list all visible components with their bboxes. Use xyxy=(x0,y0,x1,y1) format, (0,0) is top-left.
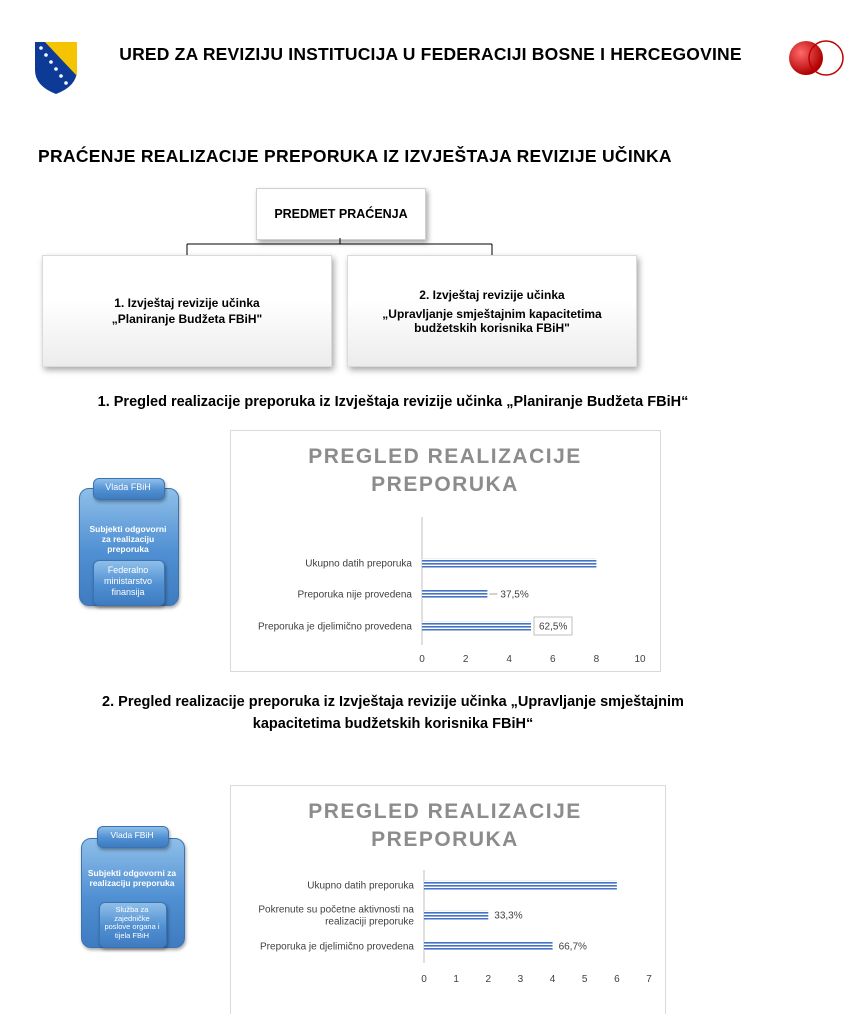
entity-1-top: Vlada FBiH xyxy=(105,482,151,492)
bar xyxy=(422,559,596,568)
entity-1-middle: Subjekti odgovorni za realizaciju preporuka xyxy=(89,524,167,555)
x-tick-label: 1 xyxy=(453,974,459,985)
chart-title-line: PREPORUKA xyxy=(371,828,519,851)
x-tick-label: 6 xyxy=(614,974,620,985)
entity-diagram-1 xyxy=(79,482,179,606)
category-label: Ukupno datih preporuka xyxy=(305,558,412,570)
category-label: Ukupno datih preporuka xyxy=(307,880,414,892)
x-tick-label: 8 xyxy=(593,654,600,665)
x-tick-label: 2 xyxy=(485,974,492,985)
chart-title-line: PREGLED REALIZACIJE xyxy=(308,800,582,823)
report-box-2 xyxy=(347,255,637,367)
header-title: URED ZA REVIZIJU INSTITUCIJA U FEDERACIJI BOSNE I HERCEGOVINE xyxy=(119,44,742,64)
x-tick-label: 7 xyxy=(646,974,652,985)
page-title: PRAĆENJE REALIZACIJE PREPORUKA IZ IZVJEŠTAJA REVIZIJE UČINKA xyxy=(38,146,672,166)
chart-1 xyxy=(231,431,660,671)
x-tick-label: 10 xyxy=(634,654,646,665)
category-label: Preporuka je djelimično provedena xyxy=(258,621,412,633)
report-1-line1: 1. Izvještaj revizije učinka xyxy=(114,295,260,310)
category-label: Preporuka nije provedena xyxy=(297,589,412,601)
x-tick-label: 6 xyxy=(550,654,556,665)
category-label: Pokrenute su početne aktivnosti na xyxy=(258,904,414,916)
x-tick-label: 4 xyxy=(549,974,556,985)
chart-1-frame xyxy=(230,430,661,672)
chart-2-frame xyxy=(230,785,666,1014)
bar xyxy=(424,911,488,920)
chart-title-line: PREGLED REALIZACIJE xyxy=(308,445,582,468)
x-tick-label: 5 xyxy=(581,974,588,985)
entity-1-bottom: Federalno ministarstvo finansija xyxy=(103,565,152,597)
bar xyxy=(424,881,617,890)
entity-diagram-2 xyxy=(81,830,185,948)
org-connectors xyxy=(0,0,861,260)
data-label: 37,5% xyxy=(500,589,529,601)
section2-heading-line2: kapacitetima budžetskih korisnika FBiH“ xyxy=(252,715,534,732)
x-tick-label: 3 xyxy=(517,974,524,985)
x-tick-label: 0 xyxy=(419,654,425,665)
entity-2-bottom: Služba za zajedničke poslove organa i tijela FBiH xyxy=(104,905,160,940)
category-label: realizaciji preporuke xyxy=(325,916,414,928)
root-box-label: PREDMET PRAĆENJA xyxy=(274,207,408,221)
chart-title-line: PREPORUKA xyxy=(371,473,519,496)
category-label: Preporuka je djelimično provedena xyxy=(260,941,414,953)
entity-2-top: Vlada FBiH xyxy=(110,830,154,840)
report-box-1 xyxy=(42,255,332,367)
data-label: 66,7% xyxy=(558,941,587,953)
entity-2-middle: Subjekti odgovorni za realizaciju preporuka xyxy=(87,868,177,889)
report-2-line2: „Upravljanje smještajnim kapacitetima budžetskih korisnika FBiH" xyxy=(382,306,602,336)
bar xyxy=(422,590,487,599)
chart-2 xyxy=(231,786,665,1014)
section1-heading: 1. Pregled realizacije preporuka iz Izvještaja revizije učinka „Planiranje Budžeta FBiH“ xyxy=(97,394,689,410)
section2-heading xyxy=(0,692,786,736)
data-label: 62,5% xyxy=(539,621,568,633)
bar xyxy=(422,622,531,631)
report-2-line1: 2. Izvještaj revizije učinka xyxy=(419,287,565,302)
x-tick-label: 0 xyxy=(421,974,427,985)
x-tick-label: 2 xyxy=(462,654,469,665)
bar xyxy=(424,942,553,951)
x-tick-label: 4 xyxy=(506,654,512,665)
report-1-line2: „Planiranje Budžeta FBiH" xyxy=(111,312,263,326)
data-label: 33,3% xyxy=(494,910,523,922)
section2-heading-line1: 2. Pregled realizacije preporuka iz Izvještaja revizije učinka „Upravljanje smještajnim xyxy=(102,694,684,710)
